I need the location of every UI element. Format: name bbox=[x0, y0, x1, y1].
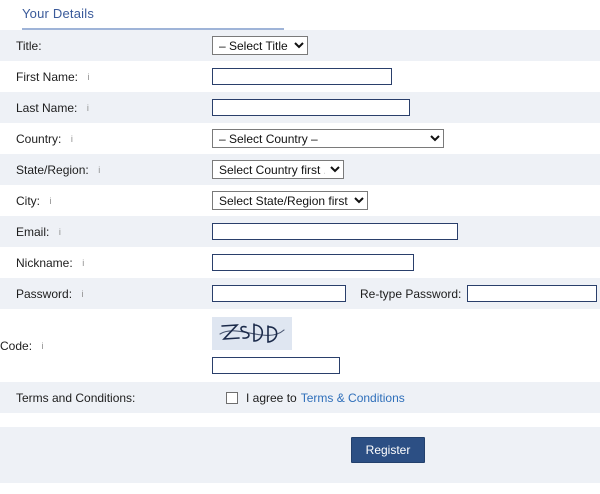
state-field-cell bbox=[212, 154, 600, 185]
info-icon[interactable]: i bbox=[86, 102, 89, 113]
first-name-label: First Name: bbox=[16, 69, 79, 84]
info-icon[interactable]: i bbox=[87, 71, 90, 82]
state-label: State/Region: bbox=[16, 162, 89, 177]
nickname-field-cell bbox=[212, 247, 600, 278]
country-label-cell bbox=[0, 123, 212, 154]
register-button[interactable]: Register bbox=[351, 437, 425, 463]
row-email bbox=[0, 216, 600, 247]
terms-field-cell bbox=[212, 382, 600, 413]
row-title bbox=[0, 30, 600, 61]
retype-password-input[interactable] bbox=[467, 285, 597, 302]
page-title: Your Details bbox=[22, 6, 95, 21]
email-label: Email: bbox=[16, 224, 50, 239]
country-field-cell bbox=[212, 123, 600, 154]
terms-label-cell bbox=[0, 382, 212, 413]
terms-and-conditions-link[interactable]: Terms & Conditions bbox=[300, 390, 405, 405]
code-field-cell bbox=[212, 309, 600, 382]
row-country bbox=[0, 123, 600, 154]
nickname-label: Nickname: bbox=[16, 255, 73, 270]
password-label-cell bbox=[0, 278, 212, 309]
form-footer bbox=[0, 427, 600, 483]
info-icon[interactable]: i bbox=[49, 195, 52, 206]
city-select[interactable] bbox=[212, 191, 368, 210]
retype-password-label: Re-type Password: bbox=[360, 286, 462, 301]
password-field-cell bbox=[212, 278, 600, 309]
city-label-cell bbox=[0, 185, 212, 216]
info-icon[interactable]: i bbox=[58, 226, 61, 237]
spacer bbox=[0, 413, 600, 427]
last-name-label-cell bbox=[0, 92, 212, 123]
first-name-input[interactable] bbox=[212, 68, 392, 85]
last-name-field-cell bbox=[212, 92, 600, 123]
city-label: City: bbox=[16, 193, 40, 208]
email-label-cell bbox=[0, 216, 212, 247]
captcha-image bbox=[212, 317, 292, 350]
code-label-cell bbox=[0, 309, 212, 382]
terms-agree-text: I agree to bbox=[246, 390, 297, 405]
city-field-cell bbox=[212, 185, 600, 216]
password-label: Password: bbox=[16, 286, 73, 301]
details-form bbox=[0, 30, 600, 413]
row-last-name bbox=[0, 92, 600, 123]
state-label-cell bbox=[0, 154, 212, 185]
first-name-field-cell bbox=[212, 61, 600, 92]
row-city bbox=[0, 185, 600, 216]
terms-label: Terms and Conditions: bbox=[16, 390, 136, 405]
code-label: Code: bbox=[0, 338, 33, 353]
title-label-cell bbox=[0, 30, 212, 61]
country-select[interactable] bbox=[212, 129, 444, 148]
country-label: Country: bbox=[16, 131, 62, 146]
title-field-cell bbox=[212, 30, 600, 61]
title-label: Title: bbox=[16, 38, 42, 53]
email-field-cell bbox=[212, 216, 600, 247]
info-icon[interactable]: i bbox=[98, 164, 101, 175]
row-code bbox=[0, 309, 600, 382]
password-input[interactable] bbox=[212, 285, 346, 302]
row-terms bbox=[0, 382, 600, 413]
nickname-input[interactable] bbox=[212, 254, 414, 271]
captcha-input[interactable] bbox=[212, 357, 340, 374]
terms-checkbox[interactable] bbox=[226, 392, 238, 404]
state-select[interactable] bbox=[212, 160, 344, 179]
last-name-input[interactable] bbox=[212, 99, 410, 116]
info-icon[interactable]: i bbox=[41, 340, 44, 351]
row-first-name bbox=[0, 61, 600, 92]
first-name-label-cell bbox=[0, 61, 212, 92]
info-icon[interactable]: i bbox=[70, 133, 73, 144]
nickname-label-cell bbox=[0, 247, 212, 278]
info-icon[interactable]: i bbox=[82, 257, 85, 268]
title-select[interactable] bbox=[212, 36, 308, 55]
last-name-label: Last Name: bbox=[16, 100, 78, 115]
row-password bbox=[0, 278, 600, 309]
section-header bbox=[0, 0, 600, 26]
email-field[interactable] bbox=[212, 223, 458, 240]
info-icon[interactable]: i bbox=[81, 288, 84, 299]
row-nickname bbox=[0, 247, 600, 278]
row-state bbox=[0, 154, 600, 185]
